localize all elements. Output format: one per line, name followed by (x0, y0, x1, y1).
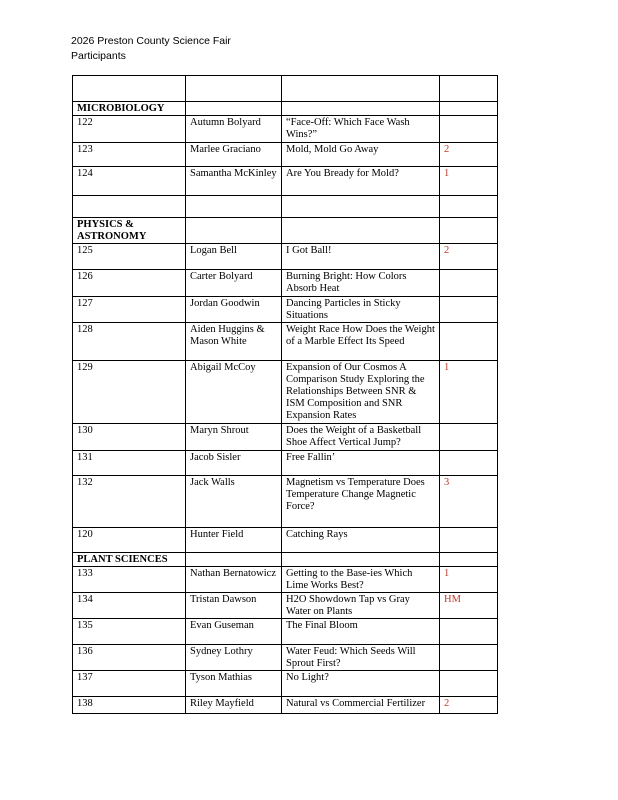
entry-number-cell: 133 (73, 567, 186, 593)
entry-number-cell: 136 (73, 645, 186, 671)
student-name-cell: Sydney Lothry (186, 645, 282, 671)
empty-cell (440, 102, 498, 116)
table-row (73, 361, 498, 424)
entry-number-cell: 127 (73, 297, 186, 323)
table-row (73, 567, 498, 593)
project-title-cell: Catching Rays (282, 528, 440, 553)
student-name-cell: Abigail McCoy (186, 361, 282, 424)
student-name-cell (186, 196, 282, 218)
entry-number-cell: 120 (73, 528, 186, 553)
project-title-cell: Expansion of Our Cosmos A Comparison Study Exploring the Relationships Between SNR & ISM Composition and SNR Expansion Rates (282, 361, 440, 424)
student-name-cell: Marlee Graciano (186, 143, 282, 167)
section-heading: PLANT SCIENCES (73, 553, 186, 567)
project-title-cell: “Face-Off: Which Face Wash Wins?” (282, 116, 440, 143)
table-row (73, 167, 498, 196)
entry-number-cell: 138 (73, 697, 186, 714)
document-title: 2026 Preston County Science Fair (71, 35, 231, 47)
project-title-cell: The Final Bloom (282, 619, 440, 645)
project-title-cell: Getting to the Base-ies Which Lime Works Best? (282, 567, 440, 593)
student-name-cell: Aiden Huggins & Mason White (186, 323, 282, 361)
project-title-cell: Natural vs Commercial Fertilizer (282, 697, 440, 714)
section-heading: PHYSICS & ASTRONOMY (73, 218, 186, 244)
project-title-cell (282, 76, 440, 102)
award-place-cell (440, 424, 498, 451)
award-place-cell (440, 76, 498, 102)
project-title-cell: Dancing Particles in Sticky Situations (282, 297, 440, 323)
award-place-cell (440, 297, 498, 323)
section-row (73, 102, 498, 116)
student-name-cell: Tristan Dawson (186, 593, 282, 619)
award-place-cell (440, 196, 498, 218)
entry-number-cell (73, 196, 186, 218)
student-name-cell (186, 76, 282, 102)
table-row (73, 528, 498, 553)
entry-number-cell (73, 76, 186, 102)
student-name-cell: Logan Bell (186, 244, 282, 270)
table-row (73, 697, 498, 714)
entry-number-cell: 132 (73, 476, 186, 528)
project-title-cell: Are You Bready for Mold? (282, 167, 440, 196)
award-place-cell (440, 116, 498, 143)
table-row (73, 645, 498, 671)
student-name-cell: Tyson Mathias (186, 671, 282, 697)
empty-cell (440, 218, 498, 244)
table-row (73, 196, 498, 218)
table-row (73, 619, 498, 645)
award-place-cell: 1 (440, 167, 498, 196)
award-place-cell (440, 671, 498, 697)
award-place-cell: 2 (440, 143, 498, 167)
table-row (73, 424, 498, 451)
student-name-cell: Riley Mayfield (186, 697, 282, 714)
award-place-cell (440, 645, 498, 671)
section-row (73, 218, 498, 244)
table-row (73, 476, 498, 528)
empty-cell (282, 218, 440, 244)
project-title-cell: I Got Ball! (282, 244, 440, 270)
entry-number-cell: 126 (73, 270, 186, 297)
award-place-cell: HM (440, 593, 498, 619)
student-name-cell: Evan Guseman (186, 619, 282, 645)
table-row (73, 671, 498, 697)
entry-number-cell: 123 (73, 143, 186, 167)
empty-cell (282, 553, 440, 567)
entry-number-cell: 137 (73, 671, 186, 697)
student-name-cell: Maryn Shrout (186, 424, 282, 451)
section-heading: MICROBIOLOGY (73, 102, 186, 116)
entry-number-cell: 130 (73, 424, 186, 451)
student-name-cell: Autumn Bolyard (186, 116, 282, 143)
empty-cell (186, 553, 282, 567)
entry-number-cell: 131 (73, 451, 186, 476)
document-subtitle: Participants (71, 50, 126, 62)
award-place-cell (440, 270, 498, 297)
entry-number-cell: 129 (73, 361, 186, 424)
project-title-cell: Free Fallin’ (282, 451, 440, 476)
project-title-cell: Weight Race How Does the Weight of a Marble Effect Its Speed (282, 323, 440, 361)
table-row (73, 116, 498, 143)
award-place-cell: 1 (440, 567, 498, 593)
award-place-cell: 3 (440, 476, 498, 528)
entry-number-cell: 125 (73, 244, 186, 270)
award-place-cell: 2 (440, 697, 498, 714)
project-title-cell (282, 196, 440, 218)
entry-number-cell: 134 (73, 593, 186, 619)
entry-number-cell: 124 (73, 167, 186, 196)
project-title-cell: Water Feud: Which Seeds Will Sprout First? (282, 645, 440, 671)
award-place-cell: 2 (440, 244, 498, 270)
student-name-cell: Jordan Goodwin (186, 297, 282, 323)
student-name-cell: Nathan Bernatowicz (186, 567, 282, 593)
project-title-cell: Does the Weight of a Basketball Shoe Affect Vertical Jump? (282, 424, 440, 451)
participants-table (72, 75, 498, 714)
award-place-cell (440, 451, 498, 476)
section-row (73, 553, 498, 567)
table-row (73, 297, 498, 323)
award-place-cell (440, 619, 498, 645)
table-row (73, 323, 498, 361)
document-header (71, 34, 231, 64)
table-row (73, 244, 498, 270)
table-row (73, 593, 498, 619)
award-place-cell (440, 528, 498, 553)
table-row (73, 76, 498, 102)
project-title-cell: Burning Bright: How Colors Absorb Heat (282, 270, 440, 297)
empty-cell (186, 218, 282, 244)
table-row (73, 143, 498, 167)
project-title-cell: Mold, Mold Go Away (282, 143, 440, 167)
table-row (73, 270, 498, 297)
student-name-cell: Samantha McKinley (186, 167, 282, 196)
entry-number-cell: 128 (73, 323, 186, 361)
empty-cell (186, 102, 282, 116)
project-title-cell: H2O Showdown Tap vs Gray Water on Plants (282, 593, 440, 619)
entry-number-cell: 122 (73, 116, 186, 143)
project-title-cell: Magnetism vs Temperature Does Temperature Change Magnetic Force? (282, 476, 440, 528)
empty-cell (282, 102, 440, 116)
entry-number-cell: 135 (73, 619, 186, 645)
award-place-cell: 1 (440, 361, 498, 424)
student-name-cell: Jacob Sisler (186, 451, 282, 476)
student-name-cell: Hunter Field (186, 528, 282, 553)
award-place-cell (440, 323, 498, 361)
student-name-cell: Jack Walls (186, 476, 282, 528)
table-row (73, 451, 498, 476)
participants-table-body (73, 76, 498, 714)
empty-cell (440, 553, 498, 567)
project-title-cell: No Light? (282, 671, 440, 697)
student-name-cell: Carter Bolyard (186, 270, 282, 297)
